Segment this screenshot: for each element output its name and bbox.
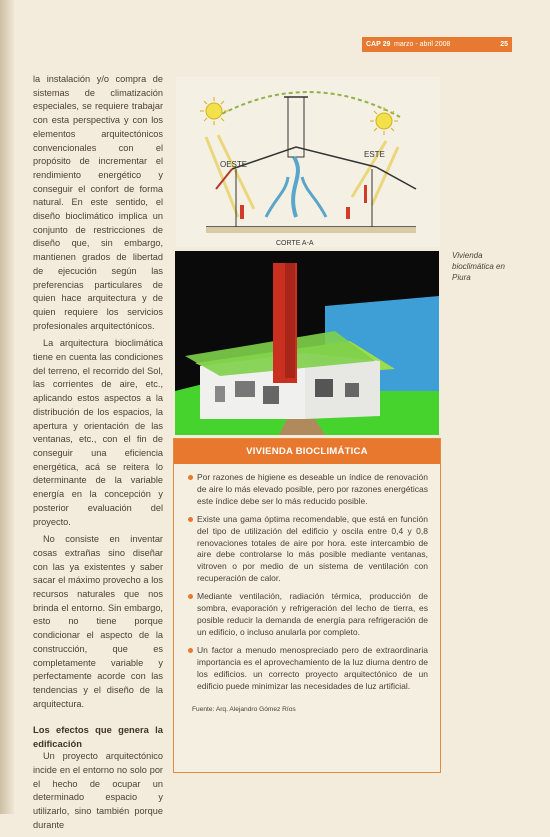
west-label: OESTE	[220, 160, 248, 169]
sun-icon-left	[200, 97, 228, 125]
list-item: Mediante ventilación, radiación térmica, producción de sombra, evaporación y refrigeración del lecho de tierra, es posible reducir la demanda de energía para refrigeración de un edificio, o incluso anularla por completo.	[188, 591, 428, 639]
airflow-arrow	[293, 157, 298, 217]
list-item: Por razones de higiene es deseable un índice de renovación de aire lo más elevado posible, pero por razones energéticas este índice debe ser lo más reducido posible.	[188, 472, 428, 508]
house-section-drawing	[176, 77, 440, 247]
house-render-drawing	[175, 251, 439, 435]
sun-rays	[206, 135, 398, 217]
bullet-dot-icon	[188, 475, 193, 480]
image-caption: Vivienda bioclimática en Piura	[452, 251, 505, 282]
issue-date: marzo - abril 2008	[394, 41, 451, 48]
paragraph: la instalación y/o compra de sistemas de climatización especiales, se requiere trabajar con esta perspectiva y con los elementos arquitectónicos convencionales con el propósito de incrementar el rendimiento energético y conseguir el confort de forma natural. En este sentido, el diseño bioclimático implica un conjunto de restricciones de diseño que, sin embargo, mantienen grados de libertad de ejecución según las preferencias particulares de quien hace arquitectura y de quien requiere los servicios profesionales arquitectónicos.	[33, 74, 163, 331]
list-item: Existe una gama óptima recomendable, que está en función del tipo de utilización del edificio y oscila entre 0,4 y 0,8 renovaciones totales de aire por hora. este intercambio de aire debe controlarse lo más posible mediante ventanas, vitroven o por medio de un sistema de ventilación con recuperación de calor.	[188, 514, 428, 585]
box-body	[174, 464, 440, 716]
section-label: CORTE A-A	[276, 240, 314, 247]
sun-path-arc	[216, 92, 400, 117]
east-label: ESTE	[364, 150, 385, 159]
sun-icon-right	[370, 107, 398, 135]
house-render-image	[175, 251, 439, 435]
page-number: 25	[500, 41, 508, 48]
sidebar-box	[173, 438, 441, 773]
left-text-column	[33, 73, 163, 837]
bullet-dot-icon	[188, 648, 193, 653]
section-subheading: Los efectos que genera la edificación	[33, 724, 163, 749]
paragraph: No consiste en inventar cosas extrañas sino diseñar con las ya existentes y saber sacar el máximo provecho a los recursos naturales que nos brinda el entorno. Sin embargo, esto no tiene porque condicionar el aspecto de la construcción, que es completamente variable y perfectamente acorde con las tendencias y el diseño de la arquitectura.	[33, 534, 163, 709]
header-bar	[362, 37, 512, 52]
magazine-issue: CAP 29	[366, 41, 391, 48]
section-diagram	[176, 77, 440, 247]
bullet-dot-icon	[188, 517, 193, 522]
page-spine-shadow	[0, 0, 14, 814]
source-credit: Fuente: Arq. Alejandro Gómez Ríos	[192, 706, 296, 714]
paragraph: Un proyecto arquitectónico incide en el entorno no solo por el hecho de ocupar un determinado espacio y utilizarlo, sino también porque durante	[33, 751, 163, 830]
box-title: VIVIENDA BIOCLIMÁTICA	[174, 439, 440, 464]
bullet-dot-icon	[188, 594, 193, 599]
paragraph: La arquitectura bioclimática tiene en cuenta las condiciones del terreno, el recorrido del Sol, las corrientes de aire, etc., aplicando estos aspectos a la distribución de los espacios, la apertura y orientación de las ventanas, etc., con el fin de conseguir una eficiencia energética, acá se reitera lo determinante de la variable energía en la concepción y posterior evaluación del proyecto.	[33, 338, 163, 527]
list-item: Un factor a menudo menospreciado pero de extraordinaria importancia es el aprovechamiento de la luz diurna dentro de los edificios. un correcto proyecto arquitectónico de un edificio puede minimizar las necesidades de luz artificial.	[188, 645, 428, 693]
